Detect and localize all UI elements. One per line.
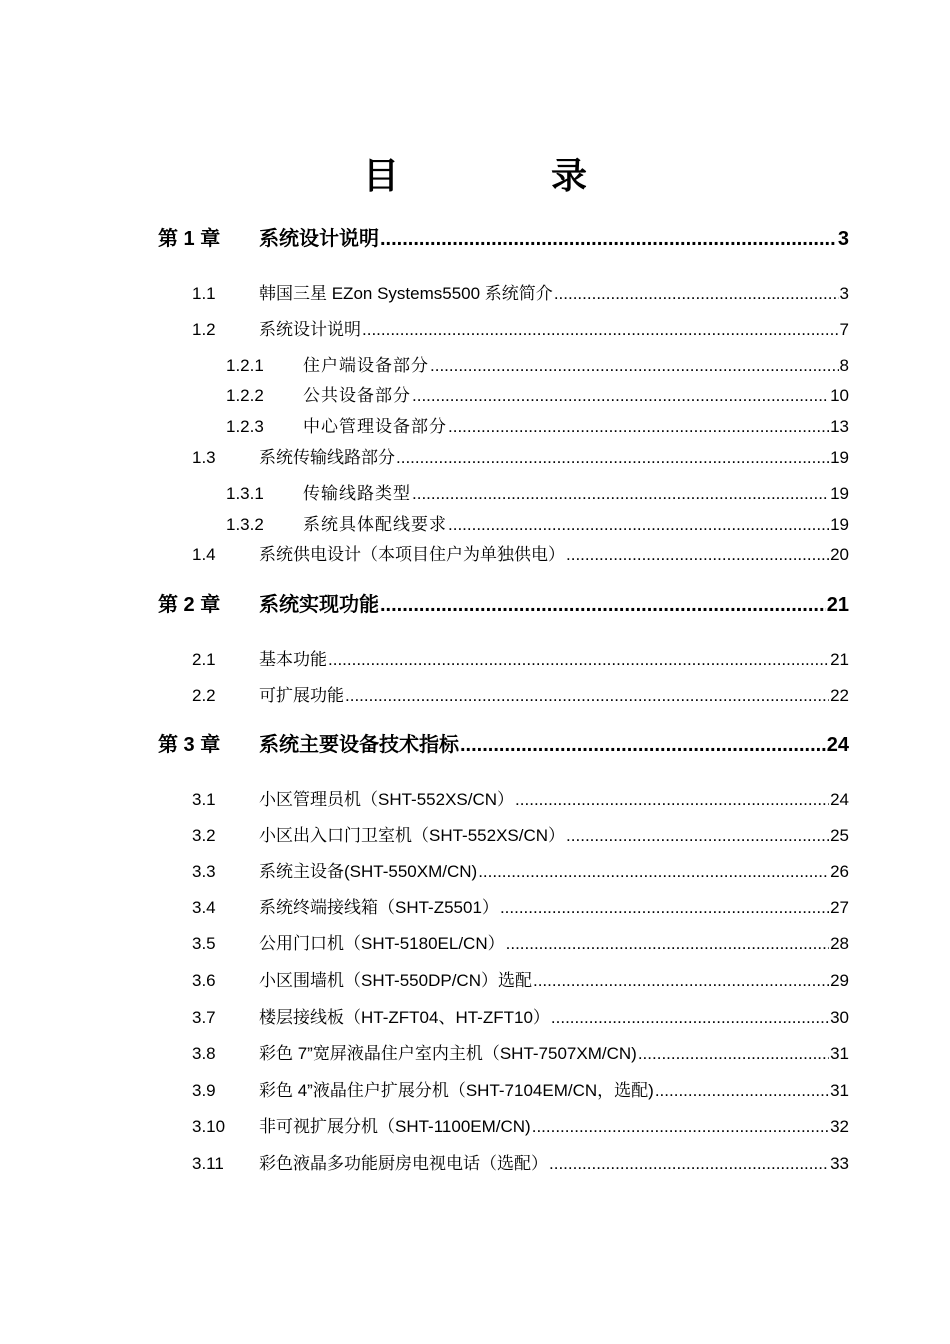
entry-title: 中心管理设备部分 bbox=[303, 417, 447, 436]
entry-title: 系统设计说明 bbox=[259, 228, 379, 250]
page-number: 27 bbox=[830, 898, 849, 917]
entry-number: 3.5 bbox=[192, 934, 216, 953]
dot-leader bbox=[478, 857, 829, 887]
entry-number: 3.3 bbox=[192, 862, 216, 881]
dot-leader bbox=[380, 590, 826, 620]
entry-title: 小区围墙机（SHT-550DP/CN）选配 bbox=[259, 971, 532, 990]
page-number: 21 bbox=[830, 650, 849, 669]
page-number: 24 bbox=[830, 790, 849, 809]
dot-leader bbox=[412, 479, 829, 509]
page-number: 3 bbox=[839, 284, 849, 303]
dot-leader bbox=[638, 1039, 829, 1069]
page-number: 10 bbox=[830, 386, 849, 405]
dot-leader bbox=[551, 1003, 829, 1033]
page-number: 33 bbox=[830, 1154, 849, 1173]
entry-number: 1.3.2 bbox=[226, 515, 264, 534]
dot-leader bbox=[362, 315, 839, 345]
page-number: 19 bbox=[830, 515, 849, 534]
entry-title: 公用门口机（SHT-5180EL/CN） bbox=[259, 934, 505, 953]
page-number: 31 bbox=[830, 1044, 849, 1063]
dot-leader bbox=[566, 540, 829, 570]
entry-number: 第 1 章 bbox=[158, 228, 221, 250]
entry-title: 系统终端接线箱（SHT-Z5501） bbox=[259, 898, 499, 917]
dot-leader bbox=[412, 381, 829, 411]
entry-title: 住户端设备部分 bbox=[303, 356, 429, 375]
entry-number: 1.4 bbox=[192, 545, 216, 564]
entry-title: 韩国三星 EZon Systems5500 系统简介 bbox=[259, 284, 553, 303]
page-number: 32 bbox=[830, 1117, 849, 1136]
dot-leader bbox=[500, 893, 829, 923]
entry-number: 3.2 bbox=[192, 826, 216, 845]
entry-title: 公共设备部分 bbox=[303, 386, 411, 405]
entry-title: 基本功能 bbox=[259, 650, 327, 669]
page-number: 30 bbox=[830, 1008, 849, 1027]
entry-title: 楼层接线板（HT-ZFT04、HT-ZFT10） bbox=[259, 1008, 550, 1027]
toc-title: 目 录 bbox=[362, 156, 645, 197]
dot-leader bbox=[396, 443, 829, 473]
entry-title: 彩色液晶多功能厨房电视电话（选配） bbox=[259, 1154, 548, 1173]
entry-title: 彩色 4”液晶住户扩展分机（SHT-7104EM/CN，选配) bbox=[259, 1081, 654, 1100]
entry-title: 系统主要设备技术指标 bbox=[259, 734, 459, 756]
entry-number: 1.2.1 bbox=[226, 356, 264, 375]
entry-number: 第 2 章 bbox=[158, 594, 221, 616]
entry-title: 系统供电设计（本项目住户为单独供电） bbox=[259, 545, 565, 564]
dot-leader bbox=[532, 1112, 829, 1142]
page-number: 26 bbox=[830, 862, 849, 881]
entry-title: 系统实现功能 bbox=[259, 594, 379, 616]
page-number: 3 bbox=[837, 228, 849, 250]
page-number: 13 bbox=[830, 417, 849, 436]
dot-leader bbox=[448, 412, 829, 442]
page-number: 8 bbox=[839, 356, 849, 375]
dot-leader bbox=[515, 785, 829, 815]
dot-leader bbox=[549, 1149, 829, 1179]
entry-title: 小区出入口门卫室机（SHT-552XS/CN） bbox=[259, 826, 566, 845]
page-number: 29 bbox=[830, 971, 849, 990]
entry-number: 3.7 bbox=[192, 1008, 216, 1027]
page-number: 22 bbox=[830, 686, 849, 705]
page-number: 25 bbox=[830, 826, 849, 845]
entry-number: 1.3 bbox=[192, 448, 216, 467]
dot-leader bbox=[430, 351, 839, 381]
entry-number: 3.6 bbox=[192, 971, 216, 990]
entry-number: 2.1 bbox=[192, 650, 216, 669]
entry-number: 3.9 bbox=[192, 1081, 216, 1100]
entry-number: 1.2.2 bbox=[226, 386, 264, 405]
entry-number: 2.2 bbox=[192, 686, 216, 705]
entry-title: 系统具体配线要求 bbox=[303, 515, 447, 534]
page-number: 21 bbox=[826, 594, 849, 616]
page-number: 24 bbox=[826, 734, 849, 756]
entry-title: 小区管理员机（SHT-552XS/CN） bbox=[259, 790, 515, 809]
entry-number: 3.4 bbox=[192, 898, 216, 917]
entry-title: 系统传输线路部分 bbox=[259, 448, 395, 467]
dot-leader bbox=[655, 1076, 829, 1106]
entry-number: 3.8 bbox=[192, 1044, 216, 1063]
entry-title: 非可视扩展分机（SHT-1100EM/CN) bbox=[259, 1117, 531, 1136]
dot-leader bbox=[533, 966, 829, 996]
entry-title: 系统主设备(SHT-550XM/CN) bbox=[259, 862, 478, 881]
page-number: 7 bbox=[839, 320, 849, 339]
page-number: 31 bbox=[830, 1081, 849, 1100]
page-number: 19 bbox=[830, 448, 849, 467]
entry-title: 可扩展功能 bbox=[259, 686, 344, 705]
entry-number: 1.2.3 bbox=[226, 417, 264, 436]
entry-title: 传输线路类型 bbox=[303, 484, 411, 503]
entry-title: 彩色 7”宽屏液晶住户室内主机（SHT-7507XM/CN) bbox=[259, 1044, 637, 1063]
entry-number: 1.3.1 bbox=[226, 484, 264, 503]
page-number: 19 bbox=[830, 484, 849, 503]
entry-number: 第 3 章 bbox=[158, 734, 221, 756]
dot-leader bbox=[345, 681, 829, 711]
dot-leader bbox=[460, 730, 826, 760]
entry-number: 3.10 bbox=[192, 1117, 226, 1136]
entry-number: 3.11 bbox=[192, 1154, 224, 1173]
dot-leader bbox=[506, 929, 829, 959]
entry-number: 3.1 bbox=[192, 790, 216, 809]
dot-leader bbox=[554, 279, 839, 309]
page-number: 28 bbox=[830, 934, 849, 953]
entry-title: 系统设计说明 bbox=[259, 320, 361, 339]
dot-leader bbox=[448, 510, 829, 540]
dot-leader bbox=[380, 224, 837, 254]
entry-number: 1.2 bbox=[192, 320, 216, 339]
dot-leader bbox=[566, 821, 829, 851]
page-number: 20 bbox=[830, 545, 849, 564]
dot-leader bbox=[328, 645, 829, 675]
entry-number: 1.1 bbox=[192, 284, 216, 303]
